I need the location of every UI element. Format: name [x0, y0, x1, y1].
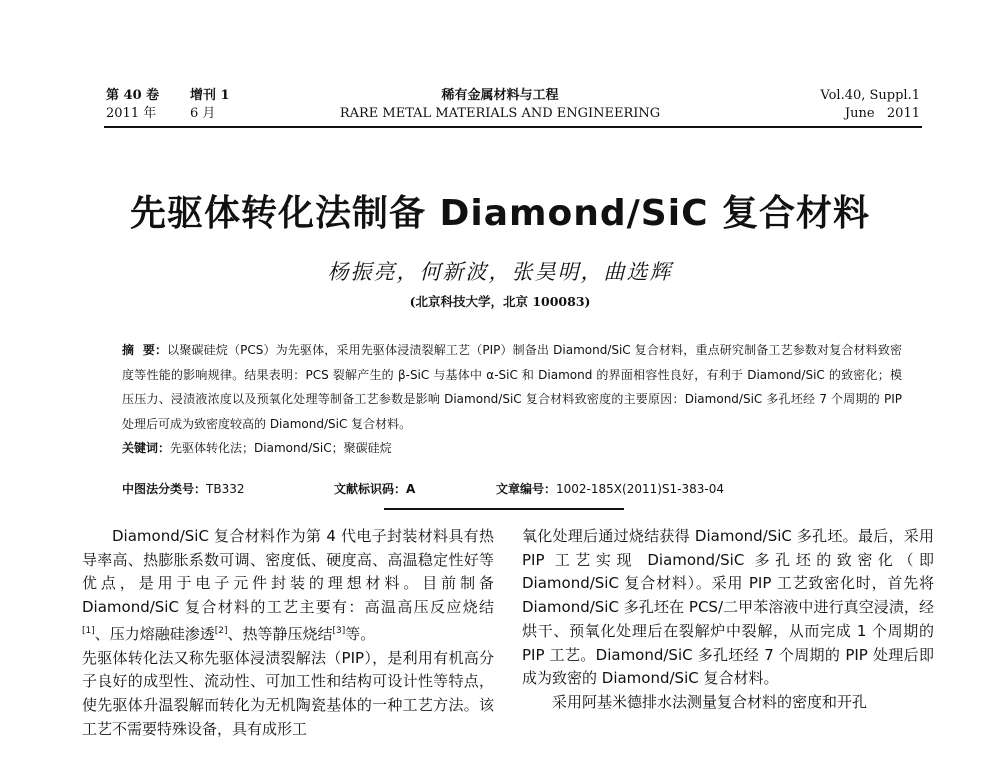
article-no-value: 1002-185X(2011)S1-383-04 — [556, 482, 724, 496]
reference-marker: [3] — [332, 625, 346, 636]
volume-en: Vol.40, Suppl.1 — [820, 88, 920, 103]
article-no-label: 文章编号： — [496, 482, 557, 496]
body-right-paragraph-2: 采用阿基米德排水法测量复合材料的密度和开孔 — [552, 692, 868, 711]
paper-authors: 杨振亮，何新波，张昊明，曲选辉 — [327, 260, 673, 284]
abstract-block — [122, 338, 902, 461]
clc-line — [122, 480, 244, 497]
journal-title-en: RARE METAL MATERIALS AND ENGINEERING — [339, 106, 661, 121]
body-text: 等。 — [345, 624, 376, 643]
article-no-line — [496, 480, 724, 497]
body-left-paragraph-2: 先驱体转化法又称先驱体浸渍裂解法（PIP），是利用有机高分子良好的成型性、流动性、可加工性和结构可设计性等特点，使先驱体升温裂解而转化为无机陶瓷基体的一种工艺方法。该工艺不需要特殊设备，具有成形工 — [82, 648, 494, 738]
supplement-cn: 增刊 1 — [190, 88, 230, 103]
keywords-label: 关键词： — [122, 441, 171, 455]
body-left-column — [82, 525, 494, 741]
body-left-paragraph-1 — [82, 525, 494, 647]
doc-code-line — [334, 480, 415, 497]
paper-affiliation: (北京科技大学，北京 100083) — [409, 294, 591, 309]
clc-label: 中图法分类号： — [122, 482, 207, 496]
body-text: 、热等静压烧结 — [227, 624, 333, 643]
body-text: Diamond/SiC 复合材料作为第 4 代电子封装材料具有热导率高、热膨胀系数可调、密度低、硬度高、高温稳定性好等优点，是用于电子元件封装的理想材料。目前制备 Diamond/SiC 复合材料的工艺主要有：高温高压反应烧结 — [82, 527, 494, 617]
header-rule — [104, 126, 922, 128]
reference-marker: [1] — [82, 625, 95, 636]
keywords-line — [122, 436, 902, 461]
journal-title-cn: 稀有金属材料与工程 — [441, 88, 559, 103]
paper-title: 先驱体转化法制备 Diamond/SiC 复合材料 — [129, 193, 871, 234]
abstract-label: 摘 要： — [122, 343, 168, 357]
doc-code-label: 文献标识码： — [334, 482, 407, 496]
month-cn: 6 月 — [190, 106, 216, 121]
body-text: 、压力熔融硅渗透 — [94, 624, 215, 643]
abstract-divider — [384, 508, 624, 510]
reference-marker: [2] — [214, 625, 228, 636]
keywords-text: 先驱体转化法；Diamond/SiC；聚碳硅烷 — [170, 441, 392, 455]
volume-cn: 第 40 卷 — [106, 88, 160, 103]
year-cn: 2011 年 — [106, 106, 157, 121]
body-right-paragraph-1: 氧化处理后通过烧结获得 Diamond/SiC 多孔坯。最后，采用 PIP 工艺实现 Diamond/SiC 多孔坯的致密化（即 Diamond/SiC 复合材料）。采用 PIP 工艺致密化时，首先将 Diamond/SiC 多孔坯在 PCS/二甲苯溶液中进行真空浸渍，经烘干、预氧化处理后在裂解炉中裂解，从而完成 1 个周期的 PIP 工艺。Diamond/SiC 多孔坯经 7 个周期的 PIP 处理后即成为致密的 Diamond/SiC 复合材料。 — [522, 527, 934, 688]
abstract-paragraph — [122, 338, 902, 436]
body-right-column — [522, 525, 934, 715]
clc-value: TB332 — [206, 482, 245, 496]
doc-code-value: A — [406, 482, 416, 496]
abstract-text: 以聚碳硅烷（PCS）为先驱体，采用先驱体浸渍裂解工艺（PIP）制备出 Diamond/SiC 复合材料，重点研究制备工艺参数对复合材料致密度等性能的影响规律。结果表明：PCS 裂解产生的 β-SiC 与基体中 α-SiC 和 Diamond 的界面相容性良好，有利于 Diamond/SiC 的致密化；模压压力、浸渍液浓度以及预氧化处理等制备工艺参数是影响 Diamond/SiC 复合材料致密度的主要原因：Diamond/SiC 多孔坯经 7 个周期的 PIP 处理后可成为致密度较高的 Diamond/SiC 复合材料。 — [122, 343, 902, 431]
date-en: June 2011 — [844, 106, 920, 121]
